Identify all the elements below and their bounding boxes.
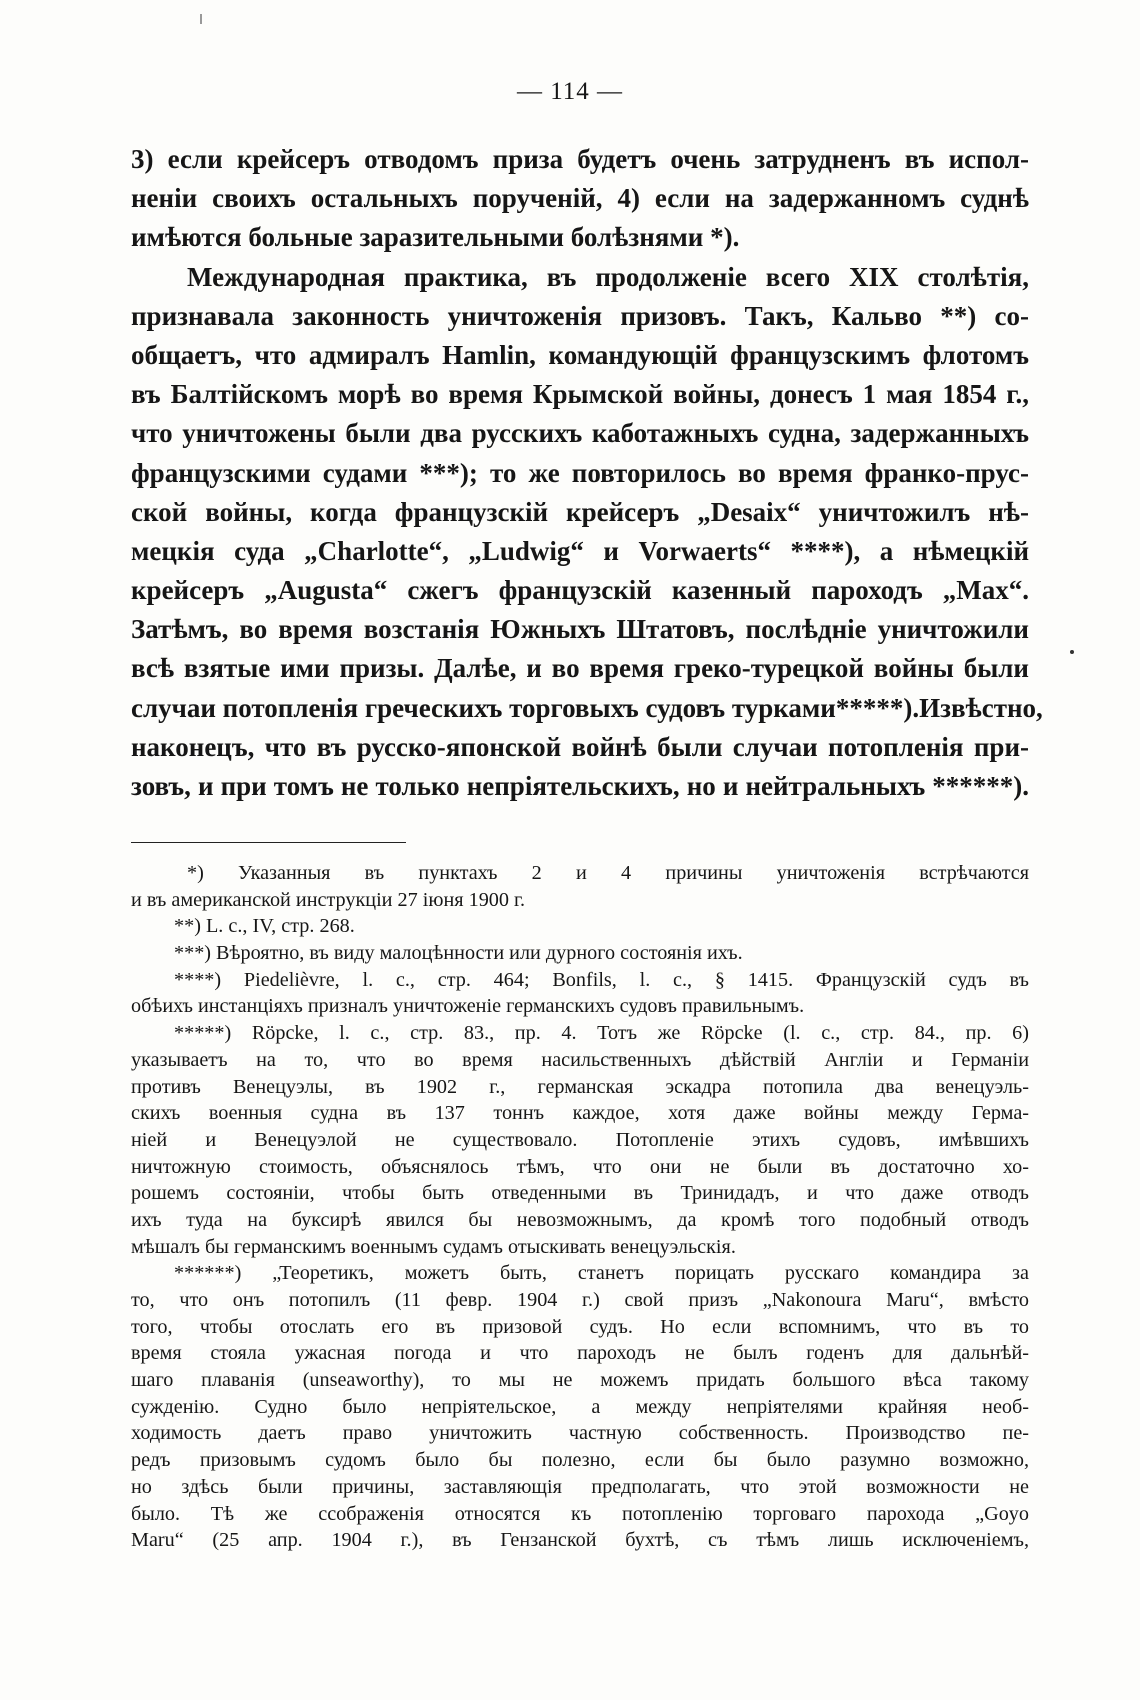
text-line: общаетъ, что адмиралъ Hamlin, командующій французскимъ флотомъ — [131, 339, 1029, 370]
page-number: — 114 — — [516, 78, 624, 105]
footnote-line: ихъ туда на буксирѣ явился бы невозможнымъ, да кромѣ того подобный отводъ — [131, 1208, 1029, 1231]
footnote-line: **) L. c., IV, стр. 268. — [174, 915, 355, 938]
footnote-line: то, что онъ потопилъ (11 февр. 1904 г.) свой призъ „Nakonoura Maru“, вмѣсто — [131, 1289, 1029, 1311]
footnote-line: мѣшалъ бы германскимъ военнымъ судамъ отыскивать венецуэльскія. — [131, 1235, 736, 1258]
footnote-line: ***) Вѣроятно, въ виду малоцѣнности или дурного состоянія ихъ. — [174, 942, 743, 965]
text-line: имѣются больные заразительными болѣзнями *). — [131, 222, 740, 253]
footnote-line: ходимость даетъ право уничтожить частную собственность. Производство пе- — [131, 1422, 1029, 1445]
footnote-line: *) Указанныя въ пунктахъ 2 и 4 причины уничтоженія встрѣчаются — [187, 862, 1029, 884]
footnote-line: и въ американской инструкціи 27 іюня 1900 г. — [131, 888, 526, 911]
text-line: Затѣмъ, во время возстанія Южныхъ Штатовъ, послѣдніе уничтожили — [131, 614, 1029, 645]
footnote-line: было. Тѣ же ссображенія относятся къ потопленію торговаго парохода „Goyo — [131, 1502, 1029, 1525]
footnote-line: редъ призовымъ судомъ было бы полезно, если бы было разумно возможно, — [131, 1449, 1029, 1472]
paragraph-start-line: Международная практика, въ продолженіе всего XIX столѣтія, — [187, 261, 1029, 292]
text-line: французскими судами ***); то же повторилось во время франко-прус- — [131, 457, 1029, 488]
scan-artifact — [200, 14, 202, 24]
footnote-line: Maru“ (25 апр. 1904 г.), въ Гензанской бухтѣ, съ тѣмъ лишь исключеніемъ, — [131, 1529, 1029, 1552]
text-line: что уничтожены были два русскихъ каботажныхъ судна, задержанныхъ — [131, 418, 1029, 449]
footnote-line: рошемъ состояніи, чтобы быть отведенными въ Тринидадъ, и что даже отводъ — [131, 1182, 1029, 1205]
footnote-line: указываетъ на то, что во время насильственныхъ дѣйствій Англіи и Германіи — [131, 1048, 1029, 1071]
footnote-line: время стояла ужасная погода и что пароходъ не былъ годенъ для дальнѣй- — [131, 1342, 1029, 1365]
footnote-line: шаго плаванія (unseaworthy), то мы не можемъ придать большого вѣса такому — [131, 1369, 1029, 1392]
scan-artifact — [1070, 650, 1074, 654]
footnotes-block — [131, 860, 1029, 1554]
footnote-line: противъ Венецуэлы, въ 1902 г., германская эскадра потопила два венецуэль- — [131, 1075, 1029, 1098]
footnote-line: сужденію. Судно было непріятельское, а между непріятелями крайняя необ- — [131, 1395, 1029, 1418]
footnote-line: но здѣсь были причины, заставляющія предполагать, что этой возможности не — [131, 1475, 1029, 1498]
footnote-line: ніей и Венецуэлой не существовало. Потопленіе этихъ судовъ, имѣвшихъ — [131, 1128, 1029, 1151]
text-line: признавала законность уничтоженія призовъ. Такъ, Кальво **) со- — [131, 300, 1029, 331]
footnote-separator — [131, 842, 406, 843]
footnote-line: ******) „Теоретикъ, можетъ быть, станетъ порицать русскаго командира за — [174, 1262, 1029, 1285]
footnote-line: ничтожную стоимость, объяснялось тѣмъ, что они не были въ достаточно хо- — [131, 1155, 1029, 1178]
text-line: ской войны, когда французскій крейсеръ „Desaix“ уничтожилъ нѣ- — [131, 496, 1029, 527]
main-text-block — [131, 140, 1043, 806]
footnote-line: *****) Röpcke, l. c., стр. 83., пр. 4. Тотъ же Röpcke (l. c., стр. 84., пр. 6) — [174, 1022, 1029, 1045]
text-line: наконецъ, что въ русско-японской войнѣ были случаи потопленія при- — [131, 731, 1029, 762]
text-line: мецкія суда „Charlotte“, „Ludwig“ и Vorwaerts“ ****), а нѣмецкій — [131, 535, 1029, 566]
text-line: случаи потопленія греческихъ торговыхъ судовъ турками*****).Извѣстно, — [131, 692, 1043, 723]
text-line: всѣ взятые ими призы. Далѣе, и во время греко-турецкой войны были — [131, 653, 1029, 684]
text-line: неніи своихъ остальныхъ порученій, 4) если на задержанномъ суднѣ — [131, 183, 1029, 214]
footnote-line: ****) Piedelièvre, l. c., стр. 464; Bonfils, l. c., § 1415. Французскій судъ въ — [174, 968, 1029, 991]
footnote-line: скихъ военныя судна въ 137 тоннъ каждое, хотя даже войны между Герма- — [131, 1102, 1029, 1125]
text-line: въ Балтійскомъ морѣ во время Крымской войны, донесъ 1 мая 1854 г., — [131, 379, 1029, 410]
text-line: 3) если крейсеръ отводомъ приза будетъ очень затрудненъ въ испол- — [131, 144, 1029, 174]
text-line: крейсеръ „Augusta“ сжегъ французскій казенный пароходъ „Max“. — [131, 575, 1029, 606]
footnote-line: обѣихъ инстанціяхъ призналъ уничтоженіе германскихъ судовъ правильнымъ. — [131, 995, 805, 1018]
text-line: зовъ, и при томъ не только непріятельскихъ, но и нейтральныхъ ******). — [131, 771, 1029, 801]
footnote-line: того, чтобы отослать его въ призовой судъ. Но если вспомнимъ, что въ то — [131, 1315, 1029, 1338]
